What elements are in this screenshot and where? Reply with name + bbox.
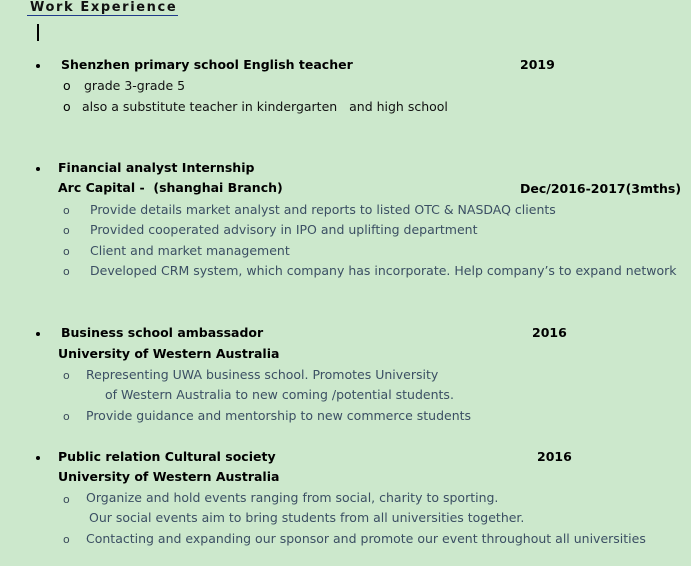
sub-bullet-marker: o [63, 410, 70, 423]
entry-item: Provide guidance and mentorship to new commerce students [86, 408, 472, 423]
entry-date: 2019 [520, 57, 555, 72]
entry-item: Developed CRM system, which company has incorporate. Help company’s to expand network [90, 263, 677, 278]
bullet-icon [36, 456, 40, 460]
entry-title: Public relation Cultural society [58, 449, 276, 464]
sub-bullet-marker: o [63, 369, 70, 382]
entry-subtitle: Arc Capital - (shanghai Branch) [58, 180, 283, 195]
entry-title: Shenzhen primary school English teacher [61, 57, 353, 72]
entry-title: Business school ambassador [61, 325, 264, 340]
entry-item: Provided cooperated advisory in IPO and uplifting department [90, 222, 478, 237]
bullet-icon [36, 167, 40, 171]
entry-item: Representing UWA business school. Promotes University [86, 367, 439, 382]
section-heading: Work Experience [30, 0, 178, 15]
sub-bullet-marker: o [63, 265, 70, 278]
entry-item-continuation: Our social events aim to bring students from all universities together. [89, 510, 525, 525]
entry-date: 2016 [532, 325, 567, 340]
sub-bullet-marker: o [63, 204, 70, 217]
sub-bullet-marker: o [63, 224, 70, 237]
entry-item-continuation: of Western Australia to new coming /potential students. [105, 387, 454, 402]
sub-bullet-marker: o [63, 533, 70, 546]
entry-subtitle: University of Western Australia [58, 346, 280, 361]
heading-underline [27, 15, 178, 16]
entry-item: also a substitute teacher in kindergarten and high school [82, 99, 448, 114]
entry-item: grade 3-grade 5 [84, 78, 186, 93]
entry-title: Financial analyst Internship [58, 160, 255, 175]
entry-item: Contacting and expanding our sponsor and promote our event throughout all universities [86, 531, 646, 546]
entry-subtitle: University of Western Australia [58, 469, 280, 484]
sub-bullet-marker: o [63, 99, 71, 114]
entry-item: Client and market management [90, 243, 290, 258]
entry-item: Provide details market analyst and reports to listed OTC & NASDAQ clients [90, 202, 556, 217]
entry-item: Organize and hold events ranging from social, charity to sporting. [86, 490, 499, 505]
bullet-icon [36, 332, 40, 336]
sub-bullet-marker: o [63, 245, 70, 258]
text-cursor[interactable] [37, 24, 39, 41]
entry-date: 2016 [537, 449, 572, 464]
entry-date: Dec/2016-2017(3mths) [520, 181, 682, 196]
bullet-icon [36, 64, 40, 68]
sub-bullet-marker: o [63, 493, 70, 506]
sub-bullet-marker: o [63, 78, 71, 93]
